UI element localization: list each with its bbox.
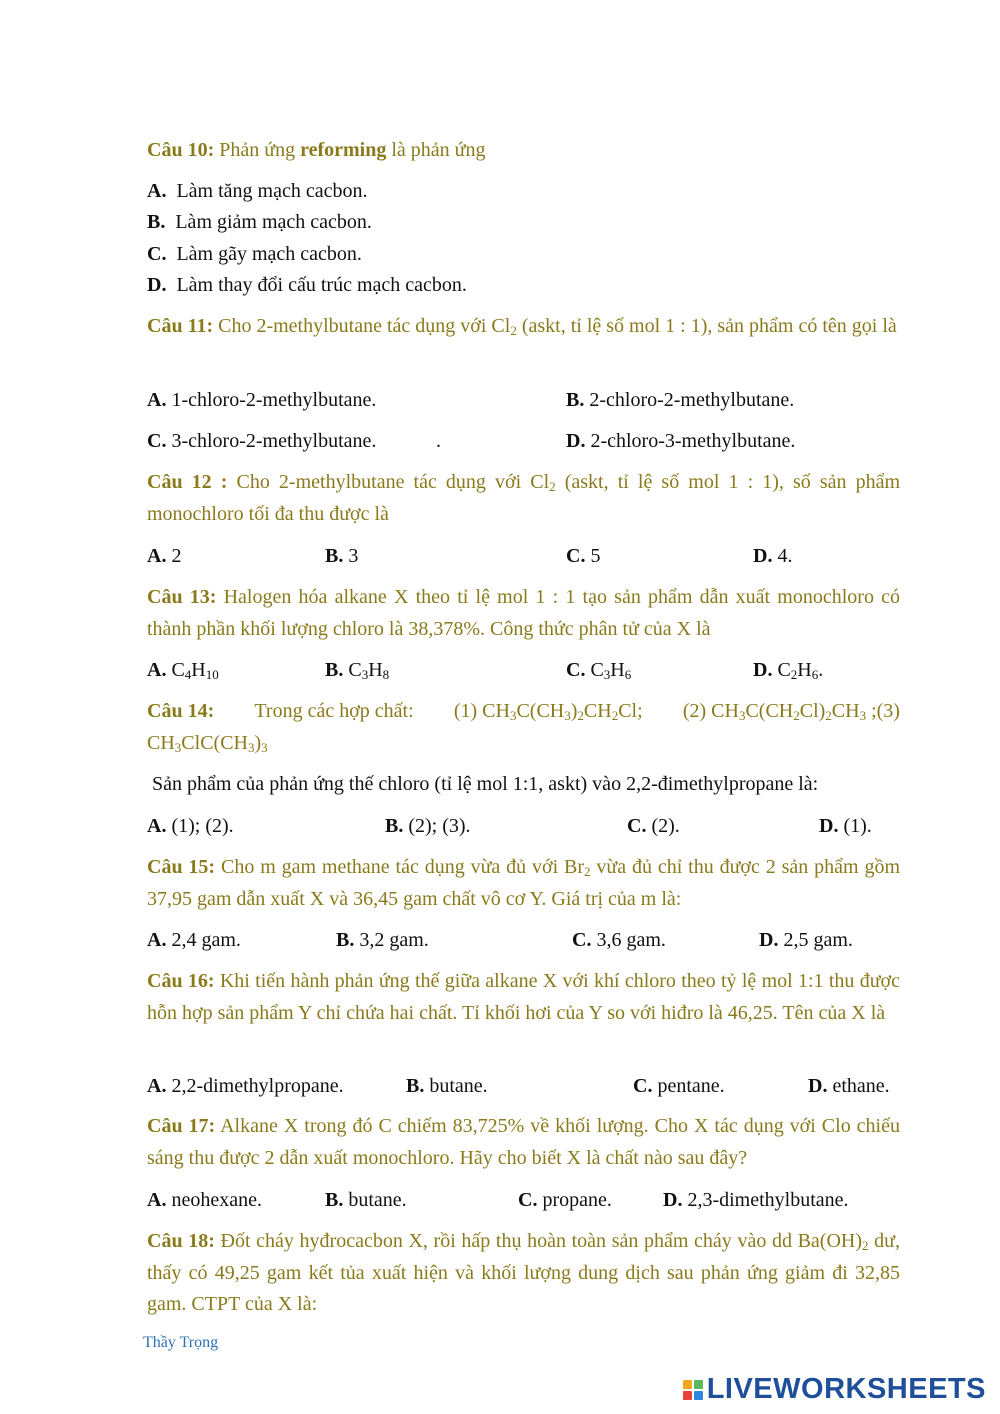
option-b[interactable]: B. butane.: [325, 1189, 407, 1211]
option-b[interactable]: B. butane.: [406, 1075, 488, 1097]
compound-2: (2) $CH_3C(CH_2Cl)_2CH_3$ ;(3): [682, 700, 900, 723]
question-label: Câu 16:: [147, 970, 215, 992]
liveworksheets-icon: [683, 1380, 703, 1400]
option-a[interactable]: A. neohexane.: [147, 1189, 262, 1211]
option-b[interactable]: B. Làm giảm mạch cacbon.: [147, 211, 372, 233]
option-b[interactable]: B. 3: [325, 545, 359, 567]
option-d[interactable]: D. (1).: [819, 815, 872, 837]
option-c[interactable]: C. (2).: [627, 815, 680, 837]
logo-square: [683, 1380, 692, 1389]
option-d[interactable]: D. 2,5 gam.: [759, 929, 853, 951]
question-label: Câu 17:: [147, 1115, 216, 1137]
question-18: Câu 18: Đốt cháy hyđrocacbon X, rồi hấp thụ hoàn toàn sản phẩm cháy vào dd $Ba(OH)_2$ dư, thấy có 49,25 gam kết tủa xuất hiện và khối lượng dung dịch sau phản ứng giảm đi 32,85 gam. CTPT của X là:: [147, 1230, 901, 1315]
compound-3: $CH_3ClC(CH_3)_3$: [147, 731, 268, 755]
option-c[interactable]: C. propane.: [518, 1189, 612, 1211]
footer-author: Thầy Trọng: [143, 1334, 219, 1351]
option-d[interactable]: D. 2,3-dimethylbutane.: [663, 1189, 849, 1211]
option-c[interactable]: C. 3-chloro-2-methylbutane.: [147, 430, 377, 452]
question-12: Câu 12 : Cho 2-methylbutane tác dụng với $Cl_2$ (askt, tỉ lệ số mol 1 : 1), số sản phẩm monochloro tối đa thu được là: [147, 471, 901, 525]
option-c[interactable]: C. 3,6 gam.: [572, 929, 666, 951]
option-a[interactable]: A. 2: [147, 545, 182, 567]
option-b[interactable]: B. 2-chloro-2-methylbutane.: [566, 389, 795, 411]
question-17: Câu 17: Alkane X trong đó C chiếm 83,725% về khối lượng. Cho X tác dụng với Clo chiếu sáng thu được 2 dẫn xuất monochloro. Hãy cho biết X là chất nào sau đây?: [147, 1115, 900, 1169]
question-14: Câu 14: Trong các hợp chất: (1) $CH_3C(CH_3)_2CH_2Cl$; (2) $CH_3C(CH_2Cl)_2CH_3$ ;(3) $CH_3ClC(CH_3)_3$: [147, 696, 900, 759]
question-10: Câu 10: Phản ứng reforming là phản ứng: [147, 139, 486, 161]
option-b[interactable]: B. (2); (3).: [385, 815, 471, 837]
option-b[interactable]: B. 3,2 gam.: [336, 929, 429, 951]
question-label: Câu 14:: [147, 700, 215, 722]
option-a[interactable]: A. $C_4H_{10}$: [147, 659, 219, 682]
option-c[interactable]: C. $C_3H_6$: [566, 659, 632, 682]
question-label: Câu 18:: [147, 1230, 215, 1252]
question-15: Câu 15: Cho m gam methane tác dụng vừa đủ với $Br_2$ vừa đủ chỉ thu được 2 sản phẩm gồm 37,95 gam dẫn xuất X và 36,45 gam chất vô cơ Y. Giá trị của m là:: [147, 856, 901, 910]
option-a[interactable]: A. 2,2-dimethylpropane.: [147, 1075, 344, 1097]
logo-square: [694, 1391, 703, 1400]
option-a[interactable]: A. (1); (2).: [147, 815, 234, 837]
option-a[interactable]: A. Làm tăng mạch cacbon.: [147, 180, 368, 202]
question-13: Câu 13: Halogen hóa alkane X theo tỉ lệ mol 1 : 1 tạo sản phẩm dẫn xuất monochloro có thành phần khối lượng chloro là 38,378%. Công thức phân tử của X là: [147, 586, 901, 640]
compound-1: (1) $CH_3C(CH_3)_2CH_2Cl$;: [453, 700, 643, 723]
option-a[interactable]: A. 2,4 gam.: [147, 929, 241, 951]
liveworksheets-wordmark: LIVEWORKSHEETS: [706, 1373, 986, 1405]
option-d[interactable]: D. Làm thay đổi cấu trúc mạch cacbon.: [147, 274, 467, 296]
liveworksheets-logo: [683, 1373, 986, 1406]
question-14-sentence: Sản phẩm của phản ứng thế chloro (tỉ lệ mol 1:1, askt) vào 2,2-đimethylpropane là:: [152, 773, 819, 795]
question-label: Câu 13:: [147, 586, 217, 608]
option-b[interactable]: B. $C_3H_8$: [325, 659, 390, 682]
logo-square: [683, 1391, 692, 1400]
question-16: Câu 16: Khi tiến hành phản ứng thế giữa alkane X với khí chloro theo tỷ lệ mol 1:1 thu được hỗn hợp sản phẩm Y chỉ chứa hai chất. Tỉ khối hơi của Y so với hiđro là 46,25. Tên của X là: [147, 970, 901, 1024]
option-d[interactable]: D. ethane.: [808, 1075, 890, 1097]
option-d[interactable]: D. 2-chloro-3-methylbutane.: [566, 430, 796, 452]
option-d[interactable]: D. $C_2H_6$.: [753, 659, 824, 682]
option-c[interactable]: C. Làm gãy mạch cacbon.: [147, 243, 362, 265]
question-label: Câu 15:: [147, 856, 216, 878]
question-11: Câu 11: Cho 2-methylbutane tác dụng với $Cl_2$ (askt, tỉ lệ số mol 1 : 1), sản phẩm có tên gọi là: [147, 315, 897, 338]
question-label: Câu 11:: [147, 315, 214, 337]
logo-square: [694, 1380, 703, 1389]
option-c[interactable]: C. pentane.: [633, 1075, 725, 1097]
option-c[interactable]: C. 5: [566, 545, 601, 567]
option-d[interactable]: D. 4.: [753, 545, 793, 567]
question-label: Câu 12 :: [147, 471, 228, 493]
question-label: Câu 10:: [147, 139, 215, 161]
option-a[interactable]: A. 1-chloro-2-methylbutane.: [147, 389, 377, 411]
stray-dot: .: [436, 430, 441, 452]
